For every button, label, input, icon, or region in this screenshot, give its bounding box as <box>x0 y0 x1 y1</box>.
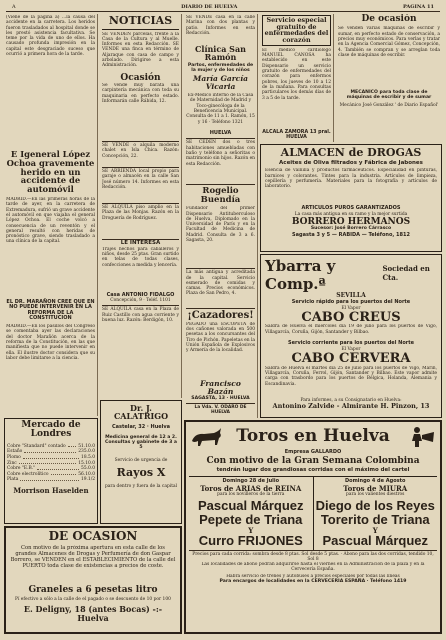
corrida-2-y: Y <box>372 525 378 535</box>
viuda-ad: La Vda. V. ODARO DE HUELVA <box>186 403 255 415</box>
header-left: A <box>12 3 16 10</box>
servicio-address: ALCALA ZAMORA 13 pral. <box>262 129 331 135</box>
almacen-successor: Sucesor: José Borrero Cárrasco <box>310 226 392 232</box>
interesa-text: Trajes hechos para caballeros y niños, desde 25 ptas. Gran surtido en telas de todas clases, confecciones a medida y lencería. <box>102 246 179 268</box>
toros-huelva-ad <box>184 420 442 634</box>
doctor-name: María García Vicaria <box>193 74 248 92</box>
clinica-title: Clínica San Ramón <box>195 44 246 63</box>
almacen-drogas-ad <box>260 144 442 252</box>
column-3-ad-1: SE VENDE casa en la calle Marina con dos plantas y patio. Informes en esta Redacción. <box>186 15 255 36</box>
ybarra-title: Ybarra y Comp.ª <box>265 257 336 293</box>
ybarra-agent-name: Antonino Zalvide - Almirante H. Pinzon, 13 <box>272 401 430 410</box>
ocasion-big-text: Con motivo de la próxima apertura en esta calle de los grandes Almacenes de Drogas y Perfumería de don Gaspar Borrero, se VENDEN en el ESTABLECIMIENTO de la calle del PUERTO toda clase de existencias a precios de coste. <box>10 544 176 570</box>
market-row <box>7 477 95 483</box>
toros-precios: Precios para cada corrida: sombra desde 8 ptas. Sol desde 5 ptas. · Abono para las dos corridas, tendido 10, Sol 8 <box>189 550 437 562</box>
ship-2-details: Saldrá de Huelva el martes día 25 de julio para los puertos de Vigo, Marín, Villagarcía, Coruña, Ferrol, Gijón, Santander y Bilbao. Este vapor admite carga con trasbordo para los puertos de Bélgica, Holanda, Alemania y Escandinavia. <box>265 365 437 387</box>
market-price: 51.10.0 <box>78 443 95 449</box>
ybarra-vapor-2: El Vapor <box>341 346 361 352</box>
almacen-address: Sagasta 3 y 5 — RABIDA — Teléfono, 1812 <box>292 232 410 239</box>
market-price: 56.10.0 <box>78 471 95 477</box>
calatrigo-title: Dr. J. CALATRIGO <box>113 403 169 422</box>
almacen-subtitle: Aceites de Oliva filtrados y Fábrica de Jabones <box>279 159 423 166</box>
corrida-2-sub: para los valientes diestros <box>346 491 405 497</box>
mecanico-name: Mecánico José González ' de Diario Español' <box>339 103 439 109</box>
ybarra-city: SEVILLA <box>336 292 366 299</box>
servicio-box <box>260 14 334 142</box>
headline-lopez-ochoa: E Igeneral López Ochoa gravemente herido en un accidente de automóvil <box>6 149 95 195</box>
market-item: Zinc <box>7 460 17 466</box>
market-price: 18.5.0 <box>81 455 95 461</box>
leader-dots <box>23 455 79 459</box>
cazadores-text: PEGADO una ESCOPETA de dos cañones valorada en 500 pesetas a los concursantes del Tiro de Pichón. Papeletas en la Unión Española de Explosivos y Armería de la localidad. <box>186 321 255 354</box>
torero-curro-frijones: Curro FRIJONES <box>198 532 303 548</box>
almacen-brand: BORRERO HERMANOS <box>291 216 411 227</box>
market-rows <box>7 444 95 483</box>
matador-icon <box>403 426 437 448</box>
calatrigo-rayos: Rayos X <box>116 465 166 479</box>
casa-fidalgo-address: Concepción, 9 · Teléf. 1101 <box>110 298 171 303</box>
corrida-1-date: Domingo 28 de Julio <box>222 478 280 485</box>
ocasion-title: Ocasión <box>120 72 161 83</box>
bull-icon <box>189 426 223 448</box>
cazadores-title: ¡Cazadores! <box>187 310 254 322</box>
corrida-1 <box>189 477 314 549</box>
torero-pepete-triana: Pepete de Triana <box>199 511 303 527</box>
ybarra-agents: Para informes, a su Consignatario en Huelva: <box>300 397 402 403</box>
calatrigo-urgencia: Servicio de urgencia de <box>114 458 168 464</box>
alquila-casa-ad: SE ALQUILA casa en la Plaza de Ruiz Castillo con agua corriente y buena luz. Razón: Berdigón, 10. <box>102 305 179 345</box>
article-lopez-ochoa: MADRID.—En las primeras horas de la tarde de ayer, en la carretera de Extremadura, sufrió un grave accidente el automóvil en que viajaba el general López Ochoa. El coche volcó a consecuencia de un reventón y el general resultó con heridas de pronóstico grave, siendo trasladado a una clínica de la capital. <box>6 197 95 245</box>
column-2 <box>100 14 182 398</box>
corrida-1-y: Y <box>248 525 254 535</box>
de-ocasion-box <box>336 14 442 142</box>
ocasion-text: Se vende muy barata una carpintería mecánica con toda su maquinaria en perfecto estado. Informarán calle Rábida, 12. <box>102 82 179 104</box>
newspaper-name: DIARIO DE HUELVA <box>181 3 238 10</box>
toros-footer-2: Habrá servicio de trenes y autobuses a precios especiales por todas las líneas <box>226 573 400 579</box>
corrida-2-toros: Toros de MIURA <box>343 483 408 493</box>
headline-maranon: EL DR. MARAÑON CREE QUE EN NO PUEDE INTERVENIR EN LA REFORMA DE LA CONSTITUCION <box>6 299 95 321</box>
torero-torerito-triana: Torerito de Triana <box>320 511 430 527</box>
leader-dots <box>24 449 76 453</box>
article-maranon: MADRID.—En los pasillos del Congreso se comentaba ayer las declaraciones del doctor Marañón acerca de la reforma de la Constitución, en las que manifiesta que no puede intervenir en ella. El ilustre doctor considera que su labor debe limitarse a la ciencia. <box>6 324 95 361</box>
market-item: Plata <box>7 477 19 483</box>
clinica-city: HUELVA <box>209 130 232 137</box>
article-continued: (Viene de la página a) ...la causa del accidente en la carretera. Los heridos fueron trasladados al hospital donde se les prestó asistencia facultativa. Se teme por la vida de uno de ellos. Ha causado profunda impresión en la capital este desgraciado suceso que ocurrió a primera hora de la tarde. <box>6 15 95 58</box>
torero-pascual-marquez-2: Pascual Márquez <box>322 532 428 548</box>
servicio-text: El médico cardiólogo MANUEL CANOSA ha establecido en este Dispensario un servicio gratuito de enfermedades del corazón para enfermos pobres, los jueves de 10 a 12 de la mañana. Para consultas particulares los demás días de 3 a 5 de la tarde. <box>262 47 331 101</box>
toros-empresa: Empresa GALLARDO <box>284 449 342 455</box>
page-number: PAGINA 11 <box>402 3 434 10</box>
bazan-name: Francisco Bazán <box>200 378 241 396</box>
de-ocasion-text: Se venden varias máquinas de escribir y sumar, en perfecto estado de conservación, a precios muy económicos. Para verlas y tratar en la Agencia Comercial Gómez, Concepción, 4. También se compran y se arreglan toda clase de máquinas de escribir. <box>338 26 440 58</box>
torero-diego-reyes: Diego de los Reyes <box>315 498 435 514</box>
london-market-box <box>4 418 98 524</box>
almacen-guarantee: ARTICULOS PUROS GARANTIZADOS <box>301 205 401 212</box>
toros-footer-3: Para encargos de localidades en la CERVECERIA ESPAÑA · Teléfono 1419 <box>219 578 407 584</box>
calatrigo-ad <box>100 400 182 524</box>
leader-dots <box>68 444 77 448</box>
leader-dots <box>37 466 79 470</box>
leader-dots <box>51 472 77 476</box>
toros-title: Toros en Huelva <box>236 426 390 447</box>
ship-1-details: Saldrá de Huelva el miércoles día 19 de julio para los puertos de Vigo, Villagarcía, Coruña, Gijón, Santander y Bilbao. <box>265 324 437 335</box>
corrida-1-sub: para los novilleros de la tierra <box>217 491 285 497</box>
page-header <box>6 2 440 12</box>
almacen-text: Esencia de vainilla y productos farmacéuticos. Especialidad en pinturas, barnices y colorantes. Tintes para la industria. Artículos de limpieza, cepillería y perfumería. Materiales para la fotografía y artículos de laboratorio. <box>265 168 437 190</box>
alquila-ad: SE ALQUILA piso amplio en la Plaza de las Monjas. Razón en la Droguería de Rodríguez. <box>102 203 179 239</box>
column-3 <box>184 14 258 418</box>
torero-pascual-marquez: Pascual Márquez <box>198 498 304 514</box>
de-ocasion-title: De ocasión <box>361 14 417 24</box>
market-item: Cobre electrolítico <box>7 471 49 477</box>
calatrigo-hours: Medicina general de 12 a 2. Consultas y gabinete de 3 a 5 <box>104 435 178 450</box>
clinica-subtitle: Partos, enfermedades de la mujer y de los niños <box>187 62 254 73</box>
leader-dots <box>19 461 76 465</box>
leader-dots <box>20 477 79 481</box>
servicio-title: Servicio especial gratuito de enfermedades del corazón <box>262 15 331 46</box>
corrida-2 <box>314 477 438 549</box>
ocasion-big-title: DE OCASION <box>48 529 138 543</box>
doctor-details: Ex-Médico interno de la Casa de Maternidad de Madrid y Toco-ginecóloga de la Beneficencia Municipal. Consulta de 11 a 1. Ramón, 15 y 16 · Teléfono 1321 <box>186 93 255 125</box>
market-price: 55.0.0 <box>81 466 95 472</box>
column-1 <box>4 14 98 416</box>
toros-motivo: Con motivo de la Gran Semana Colombina <box>206 456 420 467</box>
de-ocasion-big-ad <box>4 526 182 634</box>
ybarra-service-regular: Servicio corriente para los puertos del Norte <box>287 340 415 347</box>
servicio-city: HUELVA <box>286 134 307 140</box>
ybarra-ad <box>260 254 442 418</box>
ybarra-society: Sociedad en Cta. <box>382 264 430 282</box>
ybarra-service-fast: Servicio rápido para los puertos del Norte <box>291 299 411 306</box>
market-price: 235.0.0 <box>78 449 95 455</box>
interesa-title: LE INTERESA <box>102 239 179 247</box>
calatrigo-footer: para dentro y fuera de la capital <box>104 484 178 490</box>
ship-cabo-creus: CABO CREUS <box>301 309 401 325</box>
ocasion-big-foot: Pí efectivo a sólo a la calle de el pagado o se descuento de 10 por 100 <box>15 597 171 603</box>
chalet-ad: SE VENDE o alquila moderno chalet en Isla Chica. Razón: Concepción, 22. <box>102 141 179 167</box>
market-price: 19.1/2 <box>80 477 95 483</box>
market-item: Cobre "Standard" contado <box>7 443 66 449</box>
almacen-title: ALMACEN de DROGAS <box>280 146 422 159</box>
calatrigo-address: Castelar, 32 · Huelva <box>111 423 171 430</box>
rogelio-text: Fundador del primer Dispensario Antituberculoso de Huelva, Diplomado en la Universidad de París y en la Facultad de Medicina de Madrid. Consulta de 3 a 6. Sagasta, 20. <box>186 206 255 244</box>
casa-fidalgo: Casa ANTONIO FIDALGO <box>106 291 175 298</box>
ocasion-big-address: E. Deligny, 18 (antes Bocas) -:- Huelva <box>23 604 163 623</box>
market-title: Mercado de Londres <box>21 420 81 440</box>
market-item: Estaño <box>7 449 23 455</box>
market-item: Cobre "E.B." <box>7 466 36 472</box>
corrida-2-date: Domingo 4 de Agosto <box>345 478 406 485</box>
ocasion-big-graneles: Graneles a 6 pesetas litro <box>28 584 158 595</box>
ship-cabo-cervera: CABO CERVERA <box>291 351 411 367</box>
bazan-address: SAGASTA, 13 · HUELVA <box>191 395 250 401</box>
market-item: Plomo <box>7 455 21 461</box>
corrida-1-toros: Toros de ARIAS de REINA <box>200 483 302 493</box>
ybarra-vapor-1: El Vapor <box>341 305 361 311</box>
mecanico-title: MECANICO para toda clase de máquinas de escribir y de sumar <box>346 90 432 101</box>
arrienda-ad: SE ARRIENDA local propio para garaje o almacén en la calle San José número 14. Informes en esta Redacción. <box>102 167 179 203</box>
rogelio-title: Rogelio Buendía <box>186 184 255 205</box>
noticias-text: SE VENDEN parcelas, frente a la Casa de la Cultura y al Muelle. Informes en esta Redacción. SE VENDE una finca en término de Aljaraque con casa de campo y arbolado. Dirigirse a esta Administración. <box>102 31 179 69</box>
almacen-claim: La casa más antigua en su ramo y la mejor surtida <box>294 211 408 217</box>
column-3-ad-3: La más antigua y acreditada de la capital. Servicio esmerado de comidas y camas. Precios económicos. Plaza de San Pedro, 4. <box>186 268 255 308</box>
market-footer: Morrison Haselden <box>13 486 89 496</box>
column-3-ad-2: SE CEDEN dos o tres habitaciones amuebladas con baño y teléfono a señoritas o matrimonio sin hijos. Razón en esta Redacción. <box>186 138 255 184</box>
noticias-title: NOTICIAS <box>102 15 179 30</box>
market-price: 15.10.0 <box>78 460 95 466</box>
toros-footer-1: Las localidades de abono podrán adquirirse hasta el viernes en la Administración de la plaza y en la Cervecería España. <box>201 561 425 572</box>
toros-tendran: tendrán lugar dos grandiosas corridas con el máximo del cartel <box>216 466 410 473</box>
